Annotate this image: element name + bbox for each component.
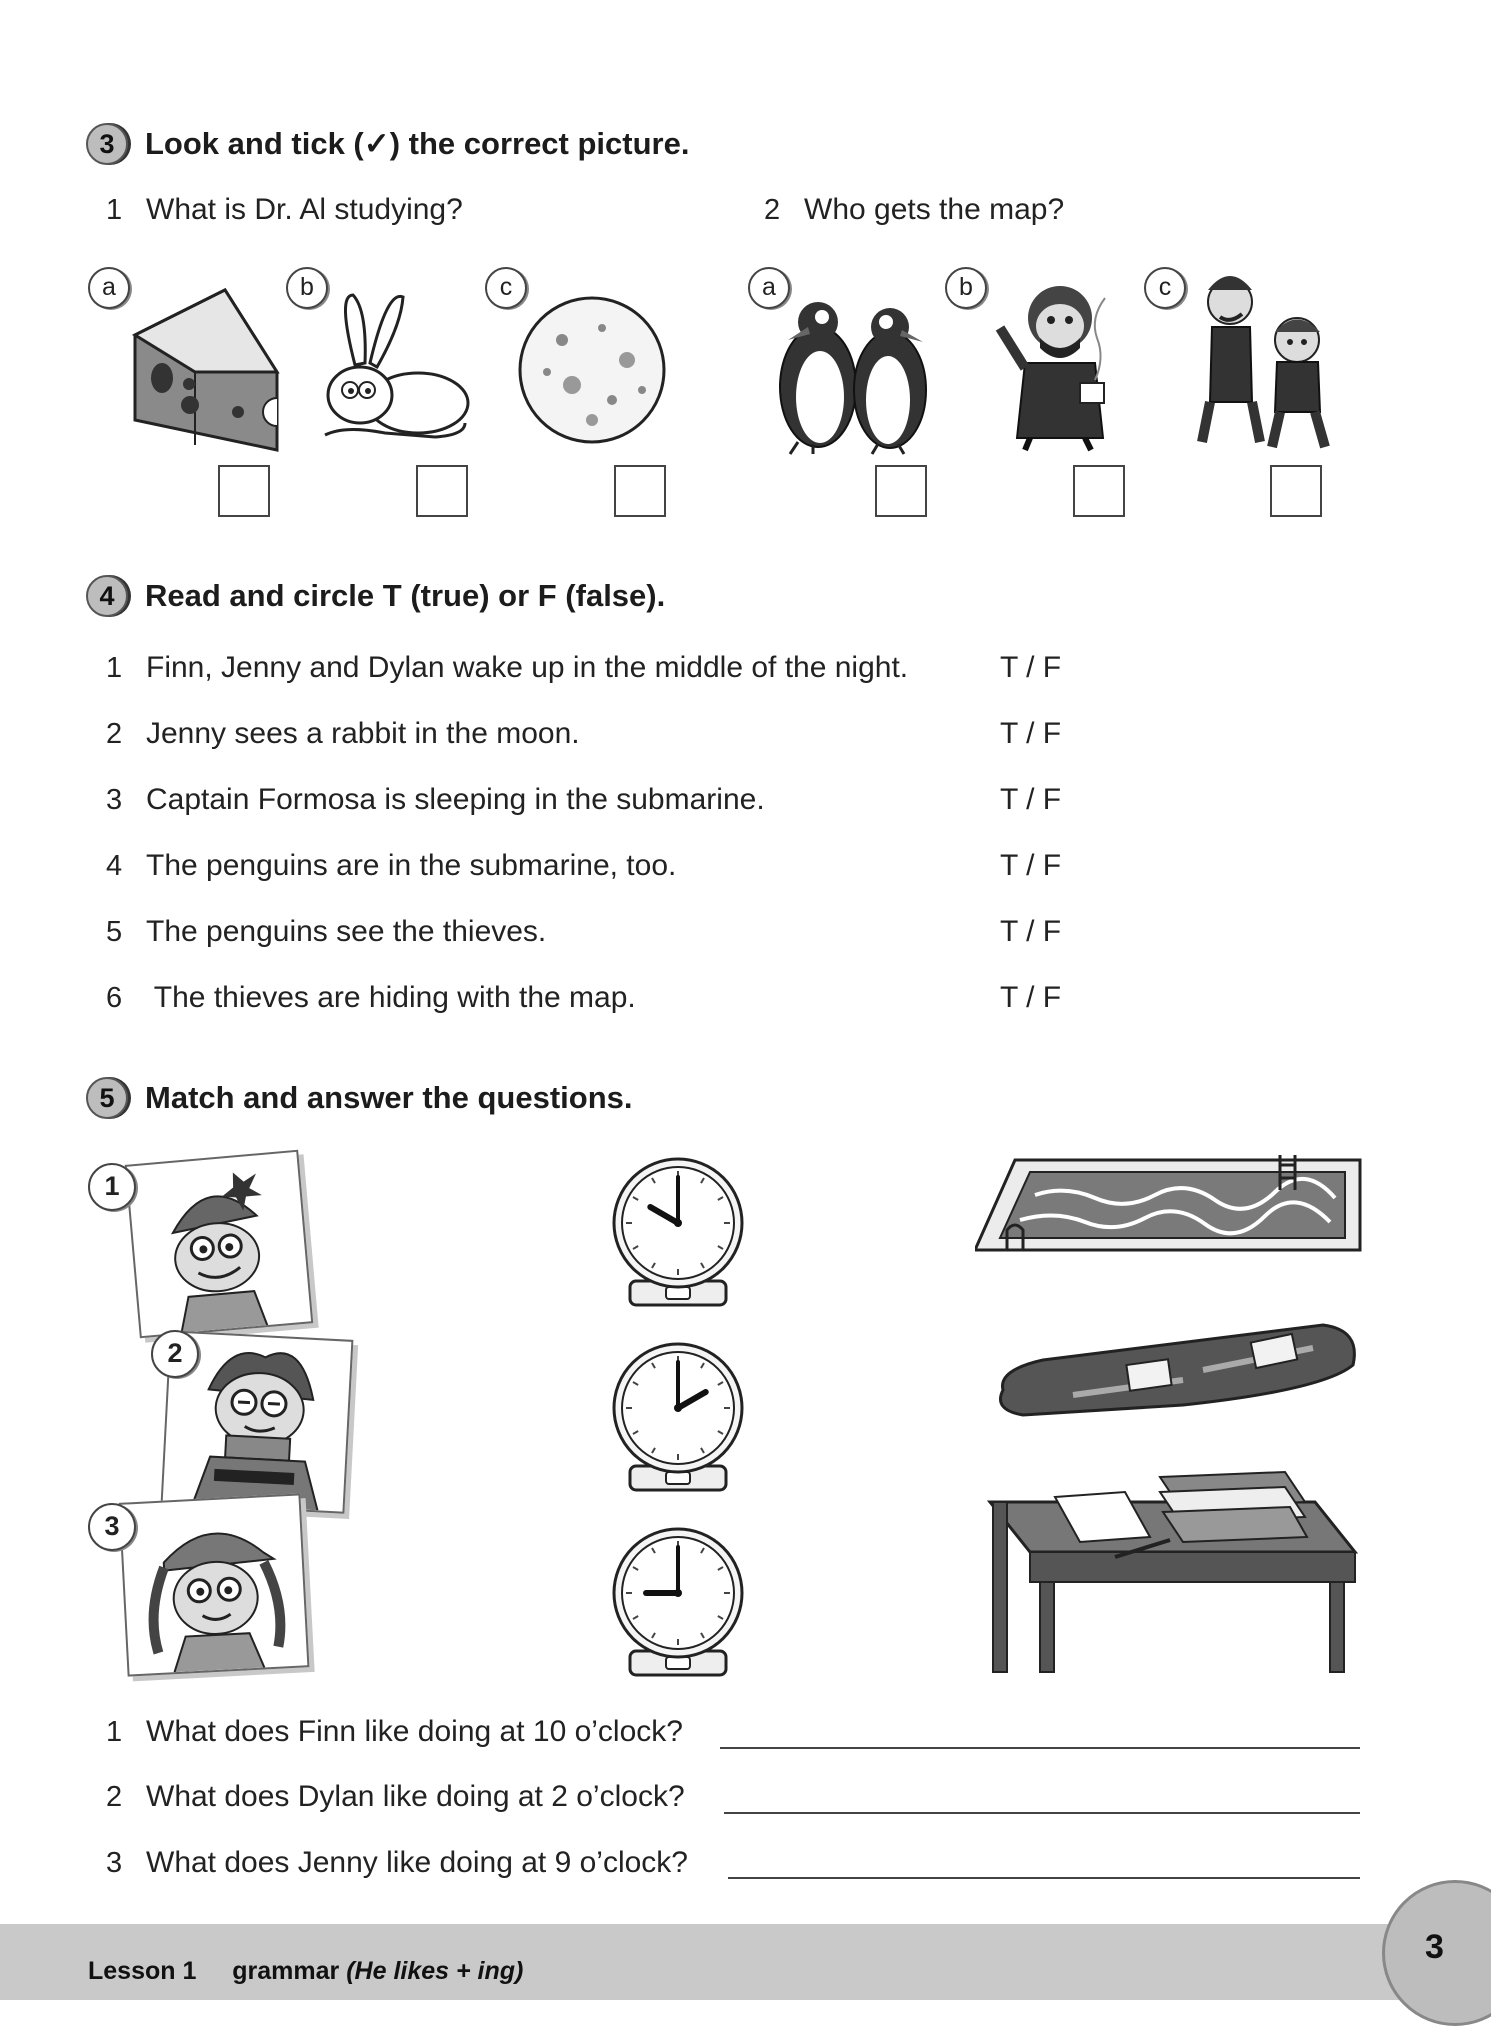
statement-text: The penguins see the thieves. [146, 915, 547, 948]
tf-statement [106, 981, 636, 1015]
tf-statement [106, 717, 580, 751]
question-text: What does Finn like doing at 10 o’clock? [146, 1715, 683, 1748]
clock-center [674, 1404, 682, 1412]
statement-number: 4 [106, 850, 123, 882]
answer-question [106, 1780, 685, 1814]
section-3-number: 3 [86, 123, 128, 165]
clock-button [666, 1472, 690, 1484]
section-5-title: Match and answer the questions. [145, 1080, 633, 1115]
statement-number: 2 [106, 718, 123, 750]
section-3-question-2 [764, 193, 1064, 227]
true-false-choice[interactable]: T / F [1000, 717, 1062, 750]
question-text: Who gets the map? [804, 193, 1065, 226]
girl-with-cap-icon [121, 1495, 308, 1674]
jenny-photo [119, 1493, 310, 1676]
lesson-label: Lesson 1 [88, 1957, 197, 1985]
skateboard-icon [983, 1310, 1363, 1425]
question-text: What does Jenny like doing at 9 o’clock? [146, 1846, 688, 1879]
question-number: 3 [106, 1847, 123, 1879]
answer-line[interactable] [720, 1747, 1360, 1749]
statement-text: The penguins are in the submarine, too. [146, 849, 677, 882]
photo-number-3: 3 [88, 1503, 136, 1551]
cheese-icon [125, 280, 285, 455]
true-false-choice[interactable]: T / F [1000, 849, 1062, 882]
option-b-label: b [286, 267, 328, 309]
footer-label [88, 1957, 523, 1986]
statement-text: Finn, Jenny and Dylan wake up in the middle of the night. [146, 651, 909, 684]
statement-text: Captain Formosa is sleeping in the submarine. [146, 783, 765, 816]
answer-question [106, 1846, 688, 1880]
true-false-choice[interactable]: T / F [1000, 651, 1062, 684]
page-number: 3 [1425, 1928, 1444, 1966]
option-b-label: b [945, 267, 987, 309]
tick-box[interactable] [614, 465, 666, 517]
option-a-label: a [748, 267, 790, 309]
tick-box[interactable] [1270, 465, 1322, 517]
option-c-label: c [1144, 267, 1186, 309]
section-3-question-1 [106, 193, 463, 227]
section-4-number: 4 [86, 575, 128, 617]
clock-center [674, 1589, 682, 1597]
true-false-choice[interactable]: T / F [1000, 915, 1062, 948]
tick-box[interactable] [416, 465, 468, 517]
statement-text: The thieves are hiding with the map. [146, 981, 636, 1014]
photo-number-2: 2 [151, 1330, 199, 1378]
section-4-title: Read and circle T (true) or F (false). [145, 578, 666, 613]
clock-icon [608, 1153, 748, 1313]
section-5-number: 5 [86, 1077, 128, 1119]
thieves-icon [1180, 262, 1345, 452]
question-number: 2 [764, 194, 781, 226]
tf-statement [106, 915, 546, 949]
question-text: What is Dr. Al studying? [146, 193, 463, 226]
topic-label: grammar [232, 1957, 340, 1985]
clock-icon [608, 1338, 748, 1498]
answer-question [106, 1715, 683, 1749]
true-false-choice[interactable]: T / F [1000, 783, 1062, 816]
section-3-title: Look and tick (✓) the correct picture. [145, 126, 690, 161]
penguins-icon [768, 272, 938, 457]
tick-box[interactable] [218, 465, 270, 517]
question-number: 1 [106, 1716, 123, 1748]
statement-text: Jenny sees a rabbit in the moon. [146, 717, 580, 750]
answer-line[interactable] [724, 1812, 1360, 1814]
question-number: 1 [106, 194, 123, 226]
tick-box[interactable] [1073, 465, 1125, 517]
clock-center [674, 1219, 682, 1227]
tf-statement [106, 783, 765, 817]
tick-box[interactable] [875, 465, 927, 517]
option-a-label: a [88, 267, 130, 309]
moon-icon [512, 290, 672, 450]
true-false-choice[interactable]: T / F [1000, 981, 1062, 1014]
statement-number: 5 [106, 916, 123, 948]
statement-number: 6 [106, 982, 123, 1014]
question-number: 2 [106, 1781, 123, 1813]
swimming-pool-icon [975, 1150, 1365, 1260]
tf-statement [106, 849, 676, 883]
finn-photo [125, 1150, 314, 1339]
answer-line[interactable] [728, 1877, 1360, 1879]
statement-number: 3 [106, 784, 123, 816]
option-c-label: c [485, 267, 527, 309]
clock-icon [608, 1523, 748, 1683]
thief-with-cup-icon [985, 268, 1135, 453]
topic-detail: (He likes + ing) [346, 1957, 524, 1985]
tf-statement [106, 651, 908, 685]
statement-number: 1 [106, 652, 123, 684]
clock-button [666, 1657, 690, 1669]
photo-number-1: 1 [88, 1163, 136, 1211]
boy-with-hat-icon [127, 1152, 311, 1336]
question-text: What does Dylan like doing at 2 o’clock? [146, 1780, 685, 1813]
clock-button [666, 1287, 690, 1299]
rabbit-icon [315, 285, 475, 455]
desk-with-books-icon [985, 1462, 1360, 1674]
